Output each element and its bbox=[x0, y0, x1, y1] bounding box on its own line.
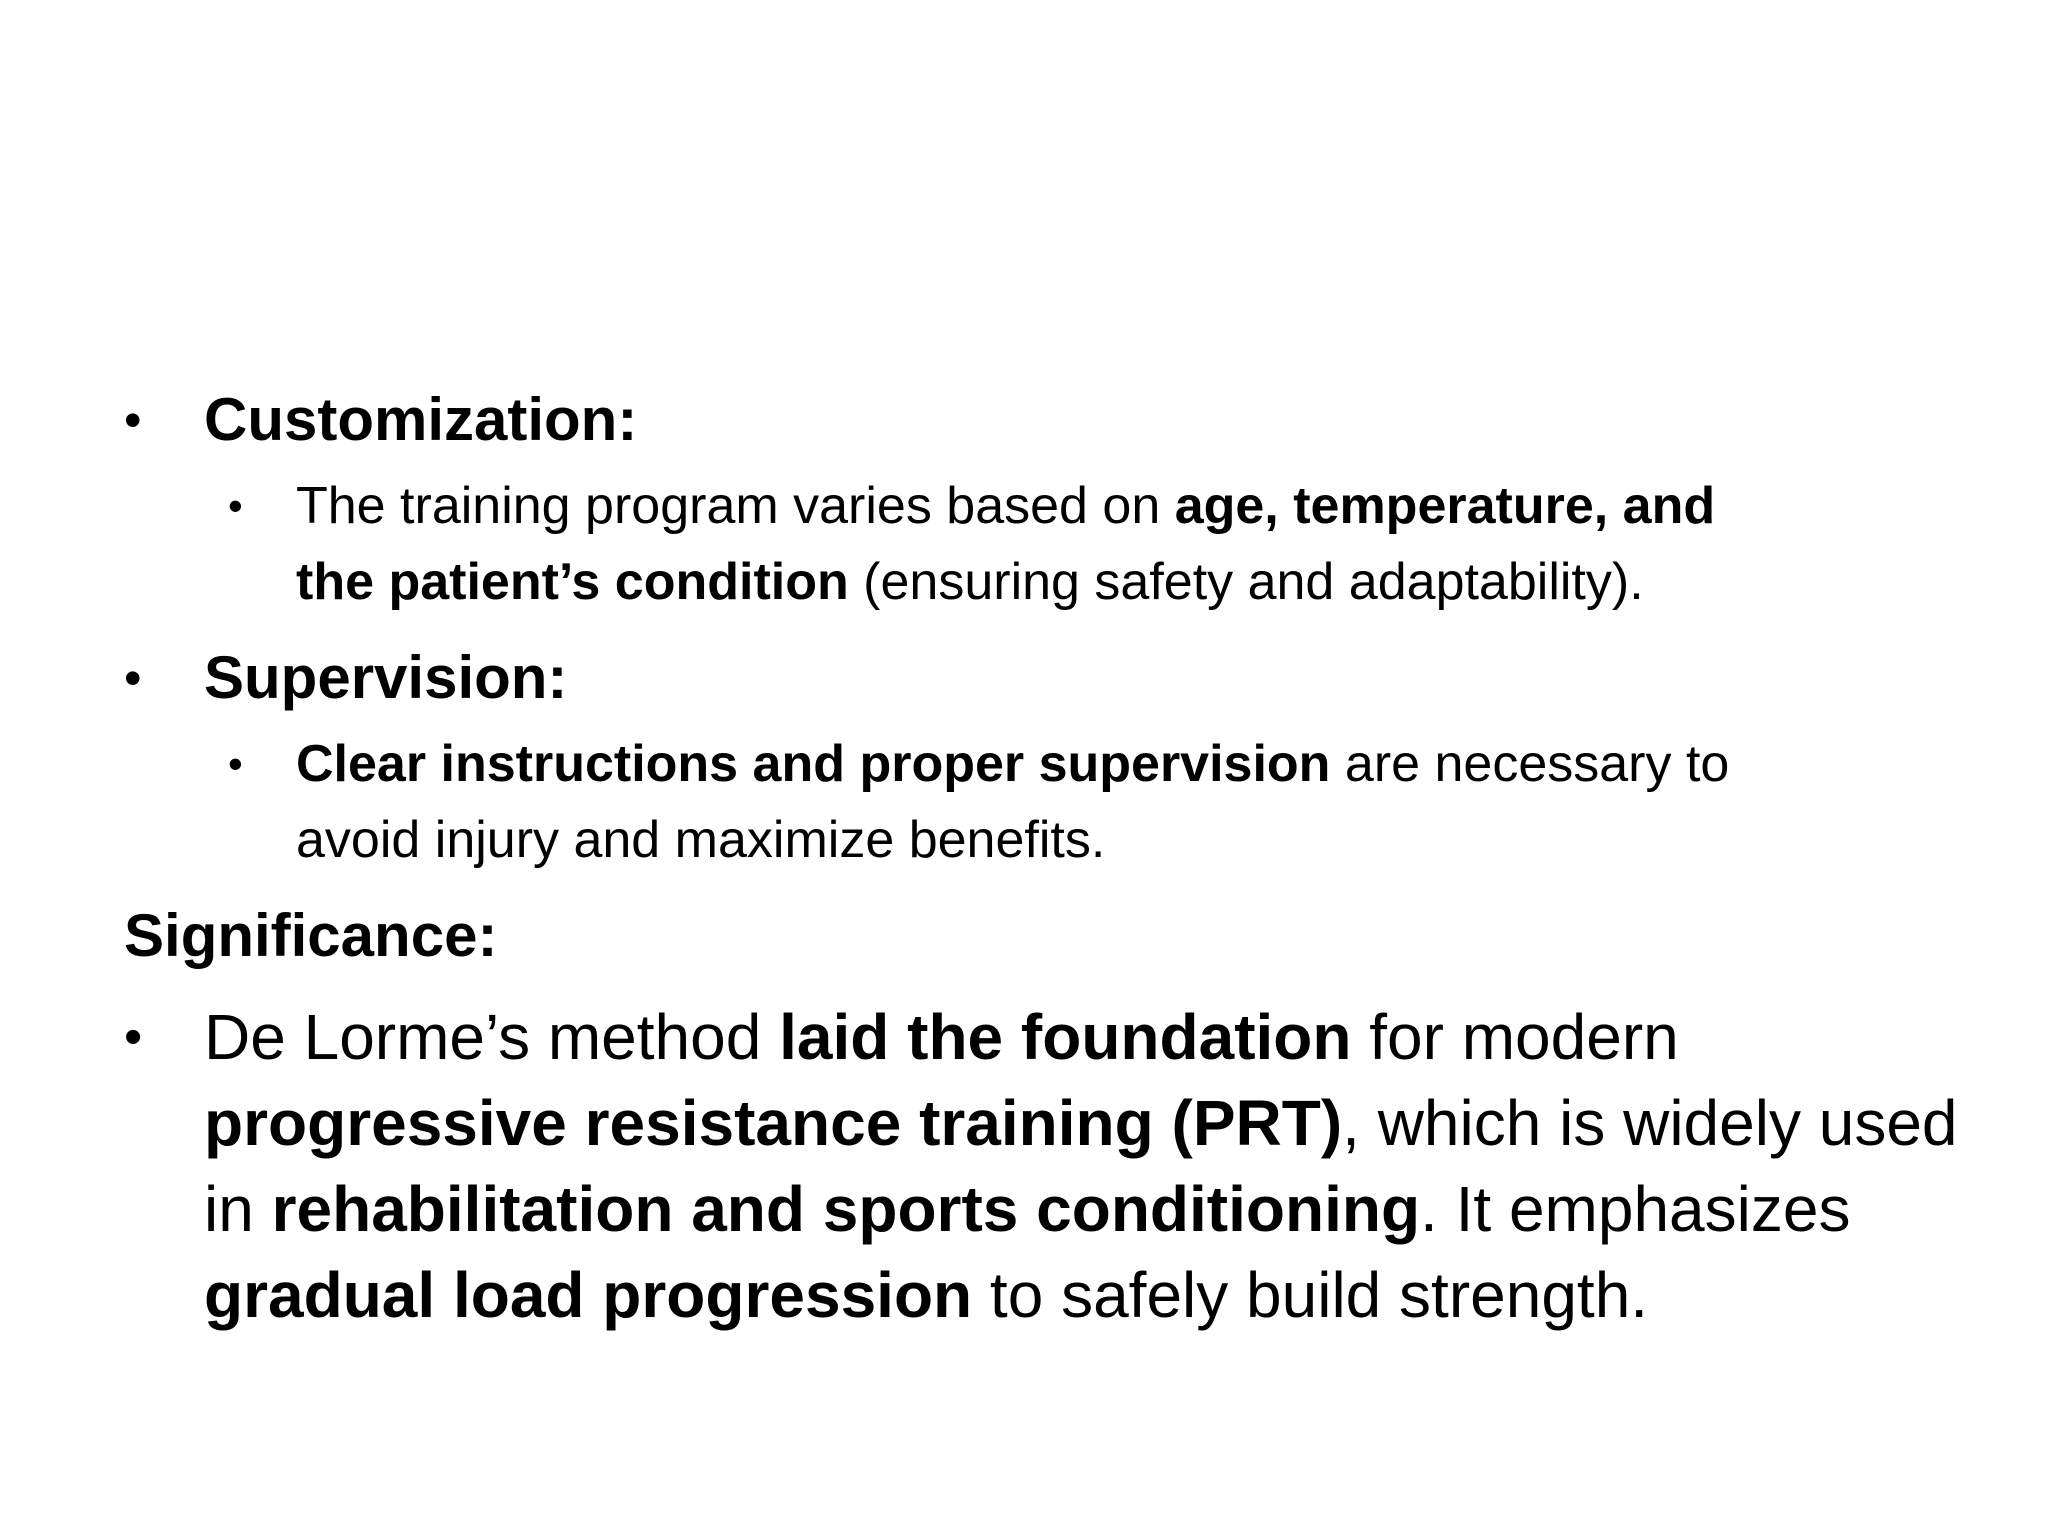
significance-text-2a: progressive resistance training (PRT) bbox=[204, 1087, 1343, 1159]
significance-text-4a: gradual load progression bbox=[204, 1259, 973, 1331]
bullet-significance-line3 bbox=[124, 1166, 1964, 1252]
customization-heading: Customization: bbox=[204, 386, 638, 453]
bullet-significance bbox=[124, 994, 1964, 1080]
bullet-dot: • bbox=[124, 650, 142, 706]
significance-heading: Significance: bbox=[124, 902, 498, 969]
sub-bullet-customization bbox=[124, 468, 1964, 544]
bullet-customization bbox=[124, 380, 1964, 460]
sub-bullet-dot: • bbox=[228, 482, 243, 529]
significance-text-3b: rehabilitation and sports conditioning bbox=[271, 1173, 1421, 1245]
sub-bullet-supervision-cont bbox=[124, 802, 1964, 878]
bullet-dot: • bbox=[124, 392, 142, 448]
significance-text-1c: for modern bbox=[1351, 1001, 1679, 1073]
significance-text-4b: to safely build strength. bbox=[972, 1259, 1649, 1331]
customization-text-1-bold: age, temperature, and bbox=[1174, 477, 1716, 535]
customization-text-2-bold: the patient’s condition bbox=[296, 553, 849, 611]
sub-bullet-customization-cont bbox=[124, 544, 1964, 620]
significance-text-1b: laid the foundation bbox=[779, 1001, 1352, 1073]
significance-text-3a: in bbox=[204, 1173, 272, 1245]
bullet-significance-line4 bbox=[124, 1252, 1964, 1338]
customization-text-2: (ensuring safety and adaptability). bbox=[848, 553, 1644, 611]
significance-text-1a: De Lorme’s method bbox=[204, 1001, 780, 1073]
supervision-heading: Supervision: bbox=[204, 644, 568, 711]
supervision-text-1-bold: Clear instructions and proper supervision bbox=[296, 735, 1331, 793]
customization-text-1: The training program varies based on bbox=[296, 477, 1175, 535]
significance-text-2b: , which is widely used bbox=[1342, 1087, 1958, 1159]
sub-bullet-supervision bbox=[124, 726, 1964, 802]
slide-body bbox=[124, 380, 1964, 1338]
bullet-significance-line2 bbox=[124, 1080, 1964, 1166]
bullet-dot: • bbox=[124, 1008, 143, 1066]
sub-bullet-dot: • bbox=[228, 740, 243, 787]
bullet-supervision bbox=[124, 638, 1964, 718]
supervision-text-2: avoid injury and maximize benefits. bbox=[296, 811, 1106, 869]
supervision-text-1: are necessary to bbox=[1330, 735, 1730, 793]
significance-text-3c: . It emphasizes bbox=[1420, 1173, 1851, 1245]
